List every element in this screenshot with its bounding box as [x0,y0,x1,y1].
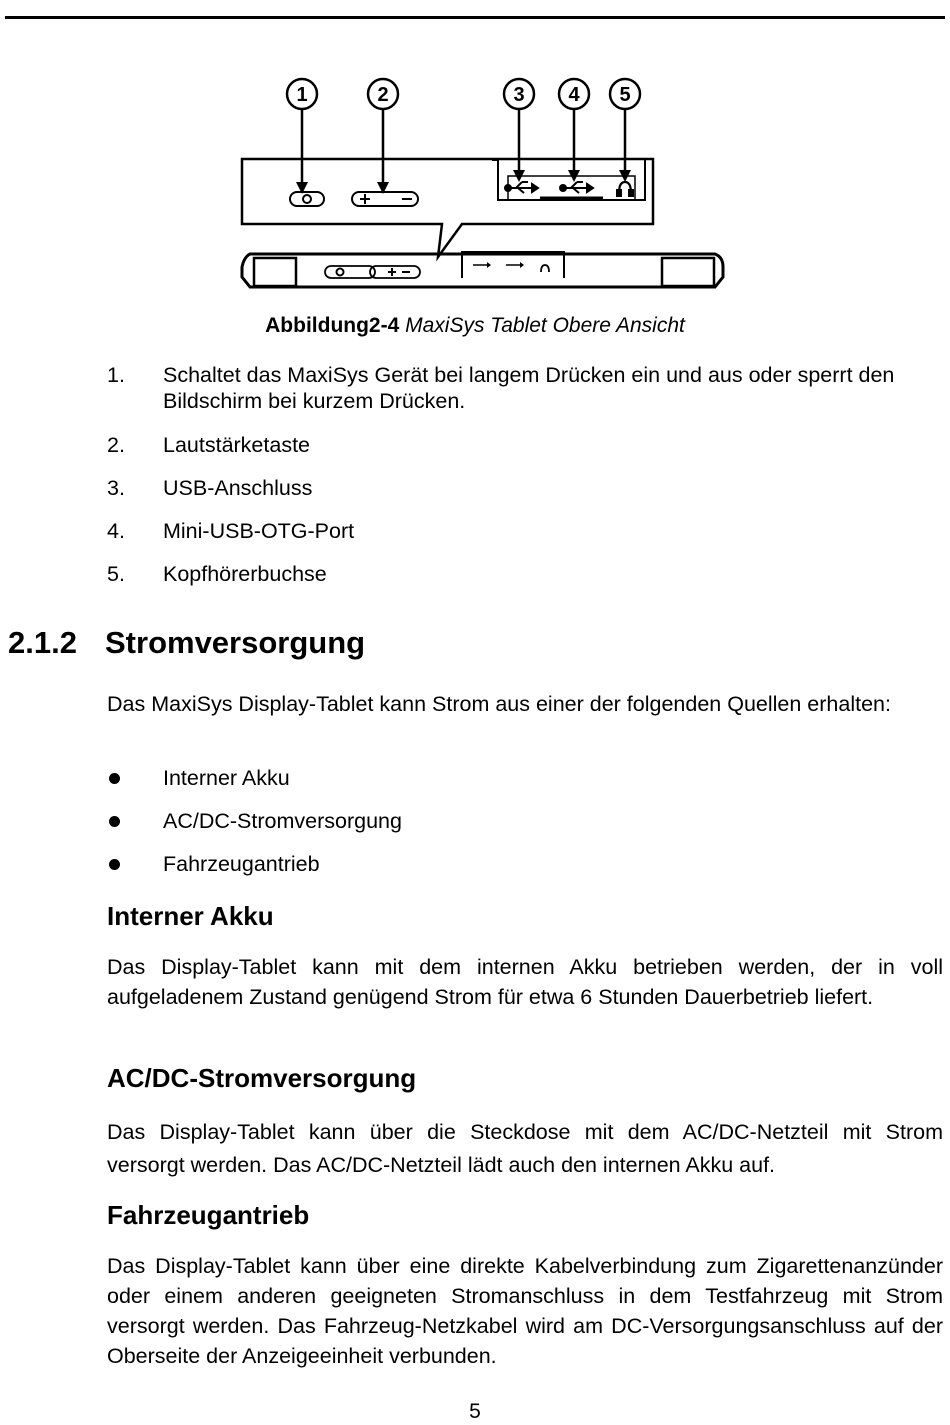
bullet-dot [109,773,120,784]
figure-label: Abbildung2-4 [265,314,400,337]
header-rule [5,16,945,19]
bullet-item [107,807,947,850]
callout-number-2: 2 [377,84,389,106]
list-item [107,475,947,518]
subsection-text-fahrzeug: Das Display-Tablet kann über eine direkte Kabelverbindung zum Zigarettenanzünder oder einem anderen geeigneten Stromanschluss in dem Testfahrzeug mit Strom versorgt werden. Das Fahrzeug-Netzkabel wird am DC-Versorgungsanschluss auf der Oberseite der Anzeigeeinheit verbunden. [107,1254,943,1368]
bullet-text: AC/DC-Stromversorgung [163,809,402,833]
bullet-item [107,850,947,893]
subsection-text-akku: Das Display-Tablet kann mit dem internen Akku betrieben werden, der in voll aufgeladenem Zustand genügend Strom für etwa 6 Stunden Dauerbetrieb liefert. [107,955,943,1009]
list-number: 2. [107,433,125,457]
section-heading [8,625,365,661]
list-number: 4. [107,519,125,543]
list-text: USB-Anschluss [163,476,313,500]
bullet-text: Fahrzeugantrieb [163,852,320,876]
bullet-item [107,764,947,807]
section-title: Stromversorgung [105,625,366,660]
list-item [107,432,947,475]
section-number: 2.1.2 [8,625,77,660]
list-text: Kopfhörerbuchse [163,562,327,586]
intro-paragraph: Das MaxiSys Display-Tablet kann Strom aus einer der folgenden Quellen erhalten: [107,692,891,716]
list-item [107,362,947,432]
bullet-dot [109,859,120,870]
mini-usb-icon [560,182,593,193]
list-text: Schaltet das MaxiSys Gerät bei langem Drücken ein und aus oder sperrt den Bildschirm bei kurzem Drücken. [163,363,895,413]
list-item [107,561,947,604]
bullet-text: Interner Akku [163,766,290,790]
callout-number-5: 5 [619,84,631,106]
page-number: 5 [469,1400,481,1423]
numbered-list [107,362,947,604]
subsection-text-acdc: Das Display-Tablet kann über die Steckdose mit dem AC/DC-Netzteil mit Strom versorgt werden. Das AC/DC-Netzteil lädt auch den internen Akku auf. [107,1120,943,1177]
bullet-dot [109,816,120,827]
power-icon [303,195,311,203]
subsection-heading-akku: Interner Akku [107,901,274,931]
tablet-top-view-figure [240,72,725,297]
subsection-heading-fahrzeug: Fahrzeugantrieb [107,1200,310,1230]
figure-caption [0,314,950,338]
list-item [107,518,947,561]
list-text: Lautstärketaste [163,433,311,457]
subsection-heading-acdc: AC/DC-Stromversorgung [107,1063,417,1093]
list-text: Mini-USB-OTG-Port [163,519,355,543]
list-number: 3. [107,476,125,500]
usb-icon [505,182,538,193]
callout-number-1: 1 [296,84,308,106]
bullet-list [107,764,947,893]
list-number: 5. [107,562,125,586]
list-number: 1. [107,363,125,387]
callout-number-3: 3 [513,84,525,106]
figure-title: MaxiSys Tablet Obere Ansicht [405,314,685,337]
callout-number-4: 4 [568,84,580,106]
